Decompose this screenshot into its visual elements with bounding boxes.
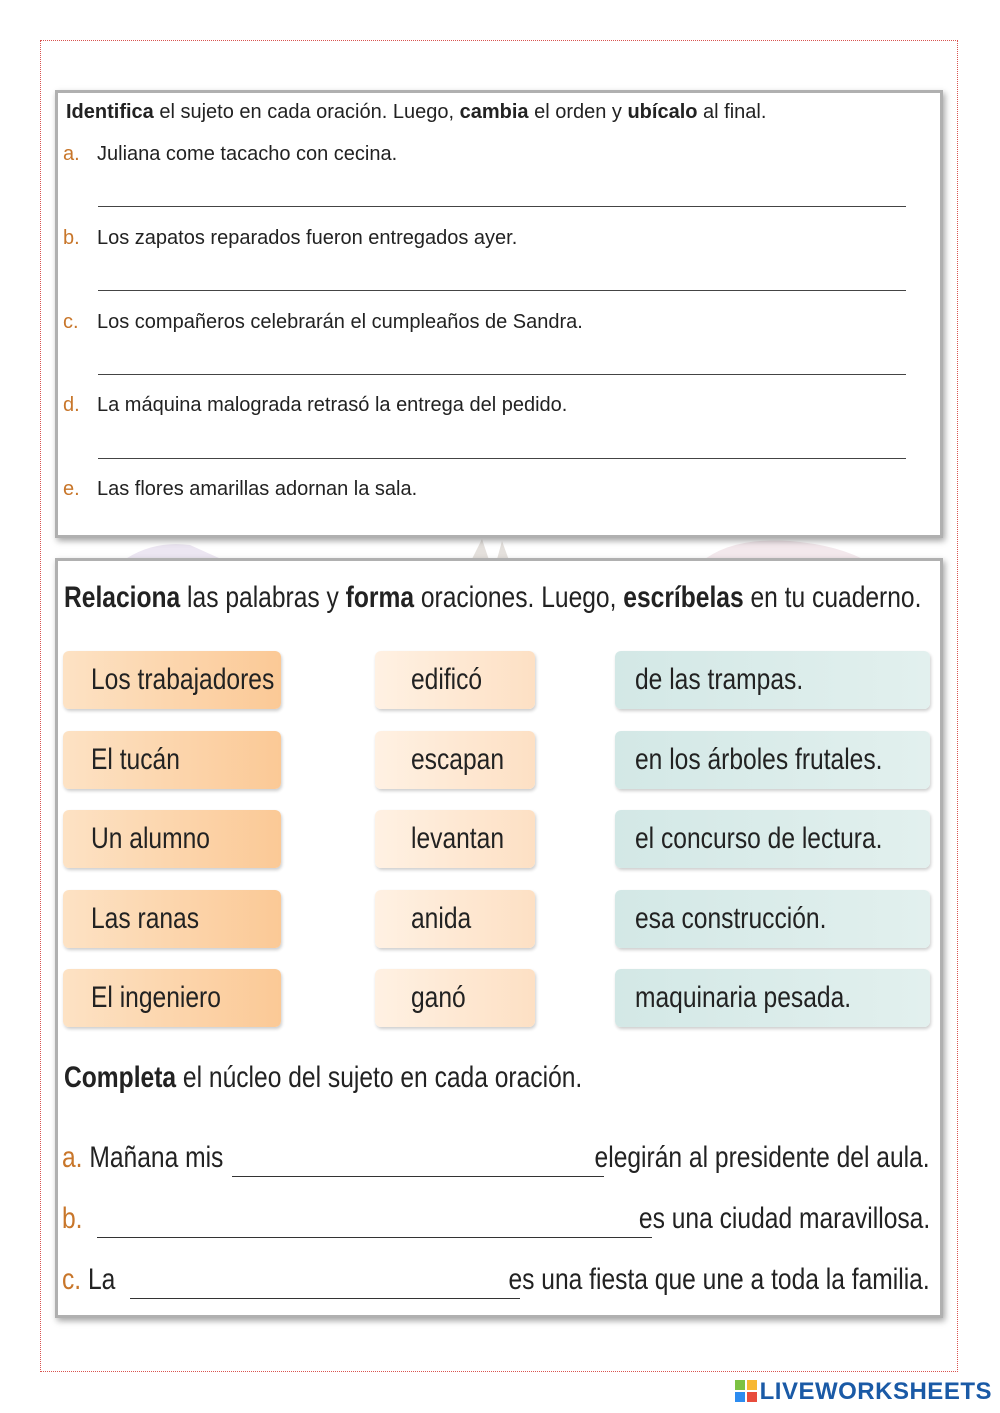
exercise-1-item: a. Juliana come tacacho con cecina.	[63, 143, 398, 165]
exercise-1-item: d. La máquina malograda retrasó la entrega del pedido.	[63, 394, 568, 416]
exercise-3-instruction: Completa el núcleo del sujeto en cada oración.	[64, 1061, 583, 1094]
exercise-2-instruction: Relaciona las palabras y forma oraciones. Luego, escríbelas en tu cuaderno.	[64, 581, 922, 614]
subject-tile[interactable]: El ingeniero	[63, 969, 281, 1027]
answer-line[interactable]	[98, 374, 906, 375]
exercise-1-instruction: Identifica el sujeto en cada oración. Luego, cambia el orden y ubícalo al final.	[66, 101, 767, 123]
answer-line[interactable]	[98, 458, 906, 459]
complement-tile[interactable]: esa construcción.	[615, 890, 930, 948]
verb-tile[interactable]: levantan	[375, 810, 535, 868]
answer-line[interactable]	[98, 290, 906, 291]
exercise-1-box	[55, 90, 943, 538]
complement-tile[interactable]: el concurso de lectura.	[615, 810, 930, 868]
subject-tile[interactable]: Los trabajadores	[63, 651, 281, 709]
fill-item-a: a. Mañana mis elegirán al presidente del aula.	[62, 1141, 930, 1181]
exercise-1-item: c. Los compañeros celebrarán el cumpleaños de Sandra.	[63, 311, 583, 333]
exercise-1-item: b. Los zapatos reparados fueron entregados ayer.	[63, 227, 518, 249]
complement-tile[interactable]: en los árboles frutales.	[615, 731, 930, 789]
complement-tile[interactable]: de las trampas.	[615, 651, 930, 709]
subject-tile[interactable]: Las ranas	[63, 890, 281, 948]
fill-item-b: b. es una ciudad maravillosa.	[62, 1202, 930, 1242]
liveworksheets-icon	[735, 1380, 757, 1402]
exercise-2-box	[55, 558, 943, 1318]
exercise-1-item: e. Las flores amarillas adornan la sala.	[63, 478, 418, 500]
verb-tile[interactable]: escapan	[375, 731, 535, 789]
subject-tile[interactable]: El tucán	[63, 731, 281, 789]
verb-tile[interactable]: ganó	[375, 969, 535, 1027]
verb-tile[interactable]: edificó	[375, 651, 535, 709]
subject-tile[interactable]: Un alumno	[63, 810, 281, 868]
answer-line[interactable]	[98, 206, 906, 207]
verb-tile[interactable]: anida	[375, 890, 535, 948]
fill-item-c: c. La es una fiesta que une a toda la familia.	[62, 1263, 930, 1303]
fill-blank[interactable]	[232, 1176, 604, 1177]
fill-blank[interactable]	[130, 1298, 520, 1299]
liveworksheets-logo: LIVEWORKSHEETS	[735, 1378, 992, 1406]
fill-blank[interactable]	[97, 1237, 652, 1238]
complement-tile[interactable]: maquinaria pesada.	[615, 969, 930, 1027]
